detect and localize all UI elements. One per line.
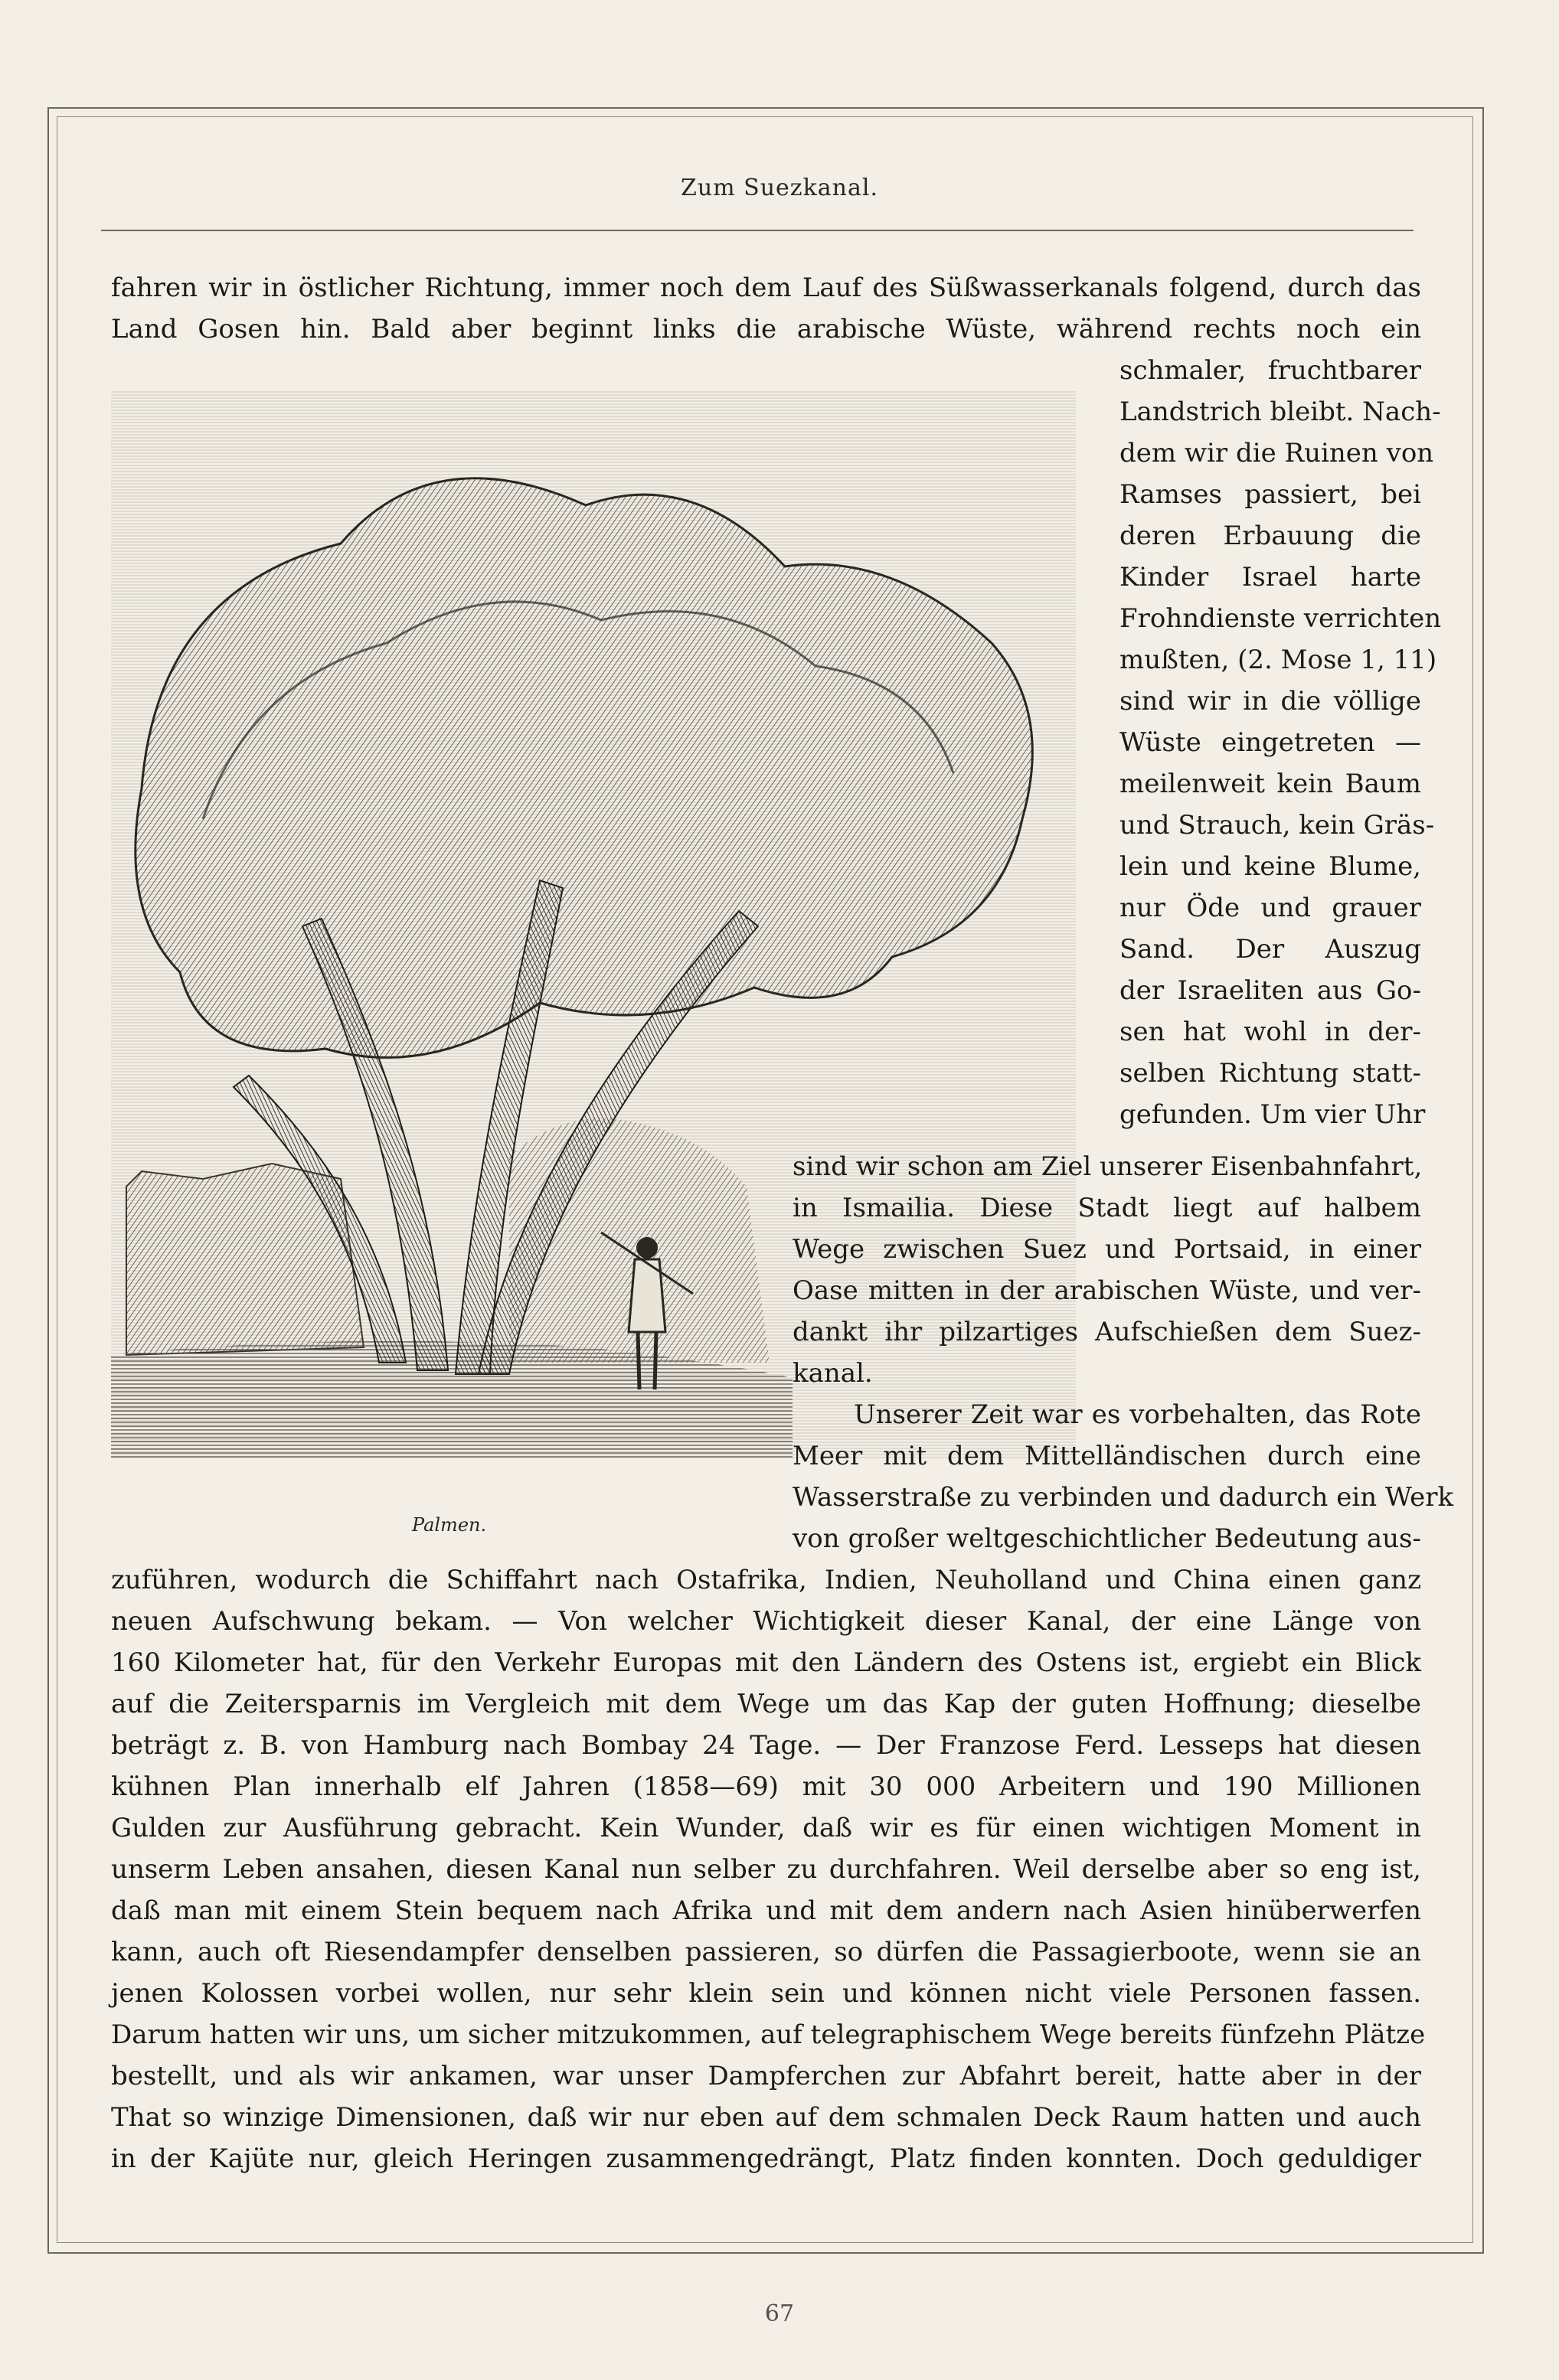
text-line: kühnen Plan innerhalb elf Jahren (1858—69) mit 30 000 Arbeitern und 190 Millionen: [111, 1771, 1421, 1802]
text-line: selben Richtung statt-: [1119, 1058, 1421, 1089]
text-line: deren Erbauung die: [1119, 521, 1421, 551]
text-line: schmaler, fruchtbarer: [1119, 355, 1421, 386]
text-line: sen hat wohl in der-: [1119, 1017, 1421, 1047]
text-line: Unserer Zeit war es vorbehalten, das Rote: [854, 1399, 1421, 1430]
text-line: Ramses passiert, bei: [1119, 479, 1421, 510]
text-line: That so winzige Dimensionen, daß wir nur eben auf dem schmalen Deck Raum hatten und auch: [111, 2102, 1421, 2133]
text-line: und Strauch, kein Gräs-: [1119, 810, 1435, 841]
text-line: sind wir in die völlige: [1119, 686, 1421, 717]
text-line: der Israeliten aus Go-: [1119, 975, 1421, 1006]
text-line: Kinder Israel harte: [1119, 562, 1421, 593]
text-line: lein und keine Blume,: [1119, 851, 1421, 882]
text-line: Darum hatten wir uns, um sicher mitzukommen, auf telegraphischem Wege bereits fünfzehn Plätze: [111, 2019, 1426, 2050]
text-line: jenen Kolossen vorbei wollen, nur sehr klein sein und können nicht viele Personen fassen.: [111, 1978, 1421, 2009]
text-line: Landstrich bleibt. Nach-: [1119, 397, 1441, 427]
figure-caption: Palmen.: [412, 1514, 487, 1536]
text-line: dem wir die Ruinen von: [1119, 438, 1434, 468]
text-line: in Ismailia. Diese Stadt liegt auf halbem: [793, 1193, 1421, 1223]
text-line: sind wir schon am Ziel unserer Eisenbahnfahrt,: [793, 1151, 1423, 1182]
text-line: zuführen, wodurch die Schiffahrt nach Ostafrika, Indien, Neuholland und China einen ganz: [111, 1565, 1421, 1595]
text-line: Oase mitten in der arabischen Wüste, und ver-: [793, 1275, 1421, 1306]
text-line: Frohndienste verrichten: [1119, 603, 1442, 634]
text-line: Wüste eingetreten —: [1119, 727, 1421, 758]
text-line: auf die Zeitersparnis im Vergleich mit dem Wege um das Kap der guten Hoffnung; dieselbe: [111, 1689, 1421, 1719]
text-line: in der Kajüte nur, gleich Heringen zusammengedrängt, Platz finden konnten. Doch geduldiger: [111, 2143, 1421, 2174]
text-line: daß man mit einem Stein bequem nach Afrika und mit dem andern nach Asien hinüberwerfen: [111, 1895, 1421, 1926]
text-line: Wasserstraße zu verbinden und dadurch ein Werk: [793, 1482, 1454, 1513]
text-line: nur Öde und grauer: [1119, 893, 1421, 923]
text-line: Sand. Der Auszug: [1119, 934, 1421, 965]
text-line: 160 Kilometer hat, für den Verkehr Europas mit den Ländern des Ostens ist, ergiebt ein Blick: [111, 1647, 1421, 1678]
running-head: Zum Suezkanal.: [681, 175, 878, 201]
text-line: Wege zwischen Suez und Portsaid, in einer: [793, 1234, 1421, 1265]
text-line: dankt ihr pilzartiges Aufschießen dem Suez-: [793, 1317, 1421, 1347]
text-line: kanal.: [793, 1358, 873, 1389]
text-line: gefunden. Um vier Uhr: [1119, 1099, 1426, 1130]
text-line: Meer mit dem Mittelländischen durch eine: [793, 1441, 1421, 1471]
text-line: bestellt, und als wir ankamen, war unser Dampferchen zur Abfahrt bereit, hatte aber in der: [111, 2061, 1421, 2091]
header-rule: [101, 230, 1414, 231]
text-line: unserm Leben ansahen, diesen Kanal nun selber zu durchfahren. Weil derselbe aber so eng ist,: [111, 1854, 1421, 1885]
text-line: meilenweit kein Baum: [1119, 769, 1421, 799]
text-line: beträgt z. B. von Hamburg nach Bombay 24 Tage. — Der Franzose Ferd. Lesseps hat diesen: [111, 1730, 1421, 1761]
text-line: fahren wir in östlicher Richtung, immer noch dem Lauf des Süßwasserkanals folgend, durch das: [111, 273, 1421, 303]
page-number: 67: [764, 2300, 795, 2327]
text-line: von großer weltgeschichtlicher Bedeutung aus-: [793, 1523, 1421, 1554]
text-line: Land Gosen hin. Bald aber beginnt links die arabische Wüste, während rechts noch ein: [111, 314, 1421, 344]
text-line: kann, auch oft Riesendampfer denselben passieren, so dürfen die Passagierboote, wenn sie an: [111, 1937, 1421, 1967]
text-line: mußten, (2. Mose 1, 11): [1119, 645, 1437, 675]
text-line: neuen Aufschwung bekam. — Von welcher Wichtigkeit dieser Kanal, der eine Länge von: [111, 1606, 1421, 1637]
text-line: Gulden zur Ausführung gebracht. Kein Wunder, daß wir es für einen wichtigen Moment in: [111, 1813, 1421, 1843]
